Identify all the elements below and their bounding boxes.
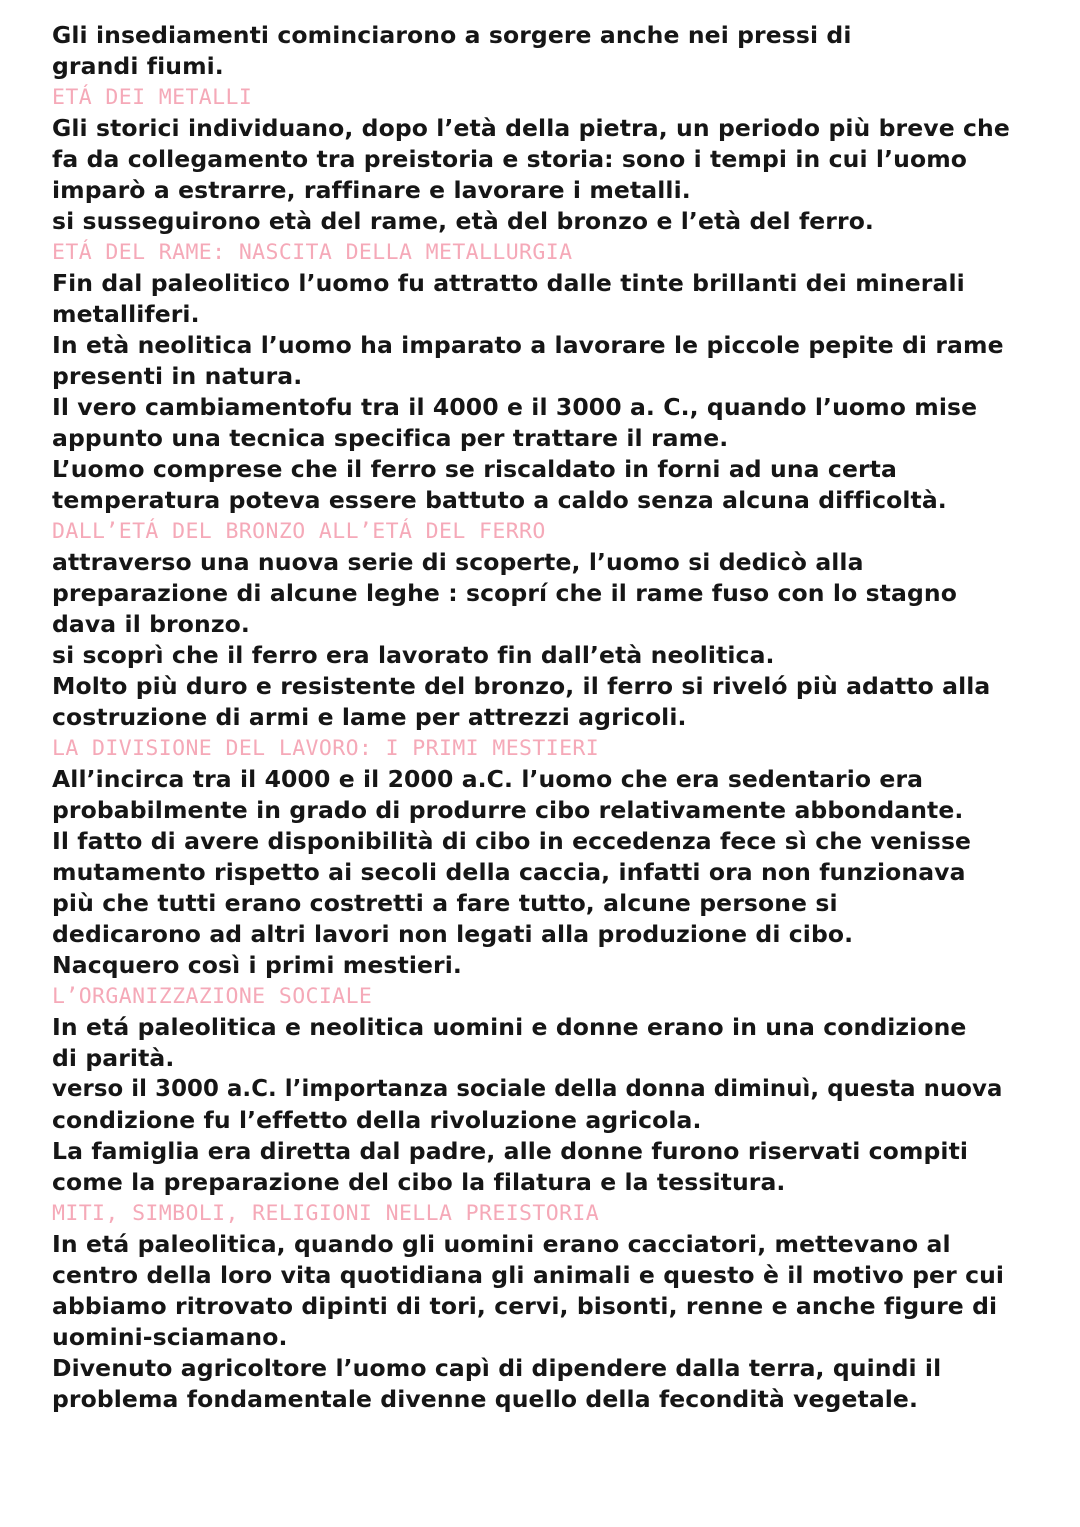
section-heading: DALL’ETÁ DEL BRONZO ALL’ETÁ DEL FERRO bbox=[52, 519, 546, 544]
text-line: preparazione di alcune leghe : scoprí che il rame fuso con lo stagno bbox=[52, 579, 957, 607]
text-line: Il vero cambiamentofu tra il 4000 e il 3000 a. C., quando l’uomo mise bbox=[52, 393, 978, 421]
text-line: In etá paleolitica e neolitica uomini e donne erano in una condizione bbox=[52, 1013, 967, 1041]
section-heading: ETÁ DEL RAME: NASCITA DELLA METALLURGIA bbox=[52, 240, 573, 265]
text-line: Divenuto agricoltore l’uomo capì di dipendere dalla terra, quindi il bbox=[52, 1354, 942, 1382]
text-line: si susseguirono età del rame, età del bronzo e l’età del ferro. bbox=[52, 207, 874, 235]
text-line: fa da collegamento tra preistoria e storia: sono i tempi in cui l’uomo bbox=[52, 145, 968, 173]
text-line: temperatura poteva essere battuto a caldo senza alcuna difficoltà. bbox=[52, 486, 947, 514]
section-heading: MITI, SIMBOLI, RELIGIONI NELLA PREISTORIA bbox=[52, 1201, 600, 1226]
text-line: dedicarono ad altri lavori non legati alla produzione di cibo. bbox=[52, 920, 854, 948]
section-heading: ETÁ DEI METALLI bbox=[52, 85, 253, 110]
text-line: di parità. bbox=[52, 1044, 175, 1072]
text-line: probabilmente in grado di produrre cibo relativamente abbondante. bbox=[52, 796, 964, 824]
text-line: presenti in natura. bbox=[52, 362, 303, 390]
text-line: come la preparazione del cibo la filatura e la tessitura. bbox=[52, 1168, 786, 1196]
text-line: verso il 3000 a.C. l’importanza sociale della donna diminuì, questa nuova bbox=[52, 1076, 1003, 1102]
text-line: In età neolitica l’uomo ha imparato a lavorare le piccole pepite di rame bbox=[52, 331, 1004, 359]
text-line: condizione fu l’effetto della rivoluzione agricola. bbox=[52, 1106, 702, 1134]
text-line: attraverso una nuova serie di scoperte, l’uomo si dedicò alla bbox=[52, 548, 864, 576]
text-line: La famiglia era diretta dal padre, alle donne furono riservati compiti bbox=[52, 1137, 969, 1165]
text-line: All’incirca tra il 4000 e il 2000 a.C. l’uomo che era sedentario era bbox=[52, 765, 924, 793]
text-line: costruzione di armi e lame per attrezzi agricoli. bbox=[52, 703, 687, 731]
text-line: grandi fiumi. bbox=[52, 52, 224, 80]
text-line: si scoprì che il ferro era lavorato fin dall’età neolitica. bbox=[52, 641, 775, 669]
text-line: Molto più duro e resistente del bronzo, il ferro si riveló più adatto alla bbox=[52, 672, 991, 700]
text-line: Gli storici individuano, dopo l’età della pietra, un periodo più breve che bbox=[52, 114, 1010, 142]
text-line: Gli insediamenti cominciarono a sorgere anche nei pressi di bbox=[52, 21, 852, 49]
text-line: dava il bronzo. bbox=[52, 610, 250, 638]
text-line: più che tutti erano costretti a fare tutto, alcune persone si bbox=[52, 889, 838, 917]
text-line: imparò a estrarre, raffinare e lavorare i metalli. bbox=[52, 176, 691, 204]
text-line: uomini-sciamano. bbox=[52, 1323, 288, 1351]
handwritten-notes-page bbox=[52, 20, 1012, 1415]
text-line: L’uomo comprese che il ferro se riscaldato in forni ad una certa bbox=[52, 455, 897, 483]
text-line: Fin dal paleolitico l’uomo fu attratto dalle tinte brillanti dei minerali bbox=[52, 269, 965, 297]
text-line: In etá paleolitica, quando gli uomini erano cacciatori, mettevano al bbox=[52, 1230, 951, 1258]
section-heading: L’ORGANIZZAZIONE SOCIALE bbox=[52, 984, 373, 1009]
text-line: problema fondamentale divenne quello della fecondità vegetale. bbox=[52, 1385, 918, 1413]
text-line: Nacquero così i primi mestieri. bbox=[52, 951, 462, 979]
section-heading: LA DIVISIONE DEL LAVORO: I PRIMI MESTIERI bbox=[52, 736, 600, 761]
text-line: abbiamo ritrovato dipinti di tori, cervi, bisonti, renne e anche figure di bbox=[52, 1292, 998, 1320]
text-line: Il fatto di avere disponibilità di cibo in eccedenza fece sì che venisse bbox=[52, 827, 972, 855]
text-line: mutamento rispetto ai secoli della caccia, infatti ora non funzionava bbox=[52, 858, 966, 886]
text-line: centro della loro vita quotidiana gli animali e questo è il motivo per cui bbox=[52, 1261, 1005, 1289]
text-line: metalliferi. bbox=[52, 300, 200, 328]
text-line: appunto una tecnica specifica per trattare il rame. bbox=[52, 424, 729, 452]
